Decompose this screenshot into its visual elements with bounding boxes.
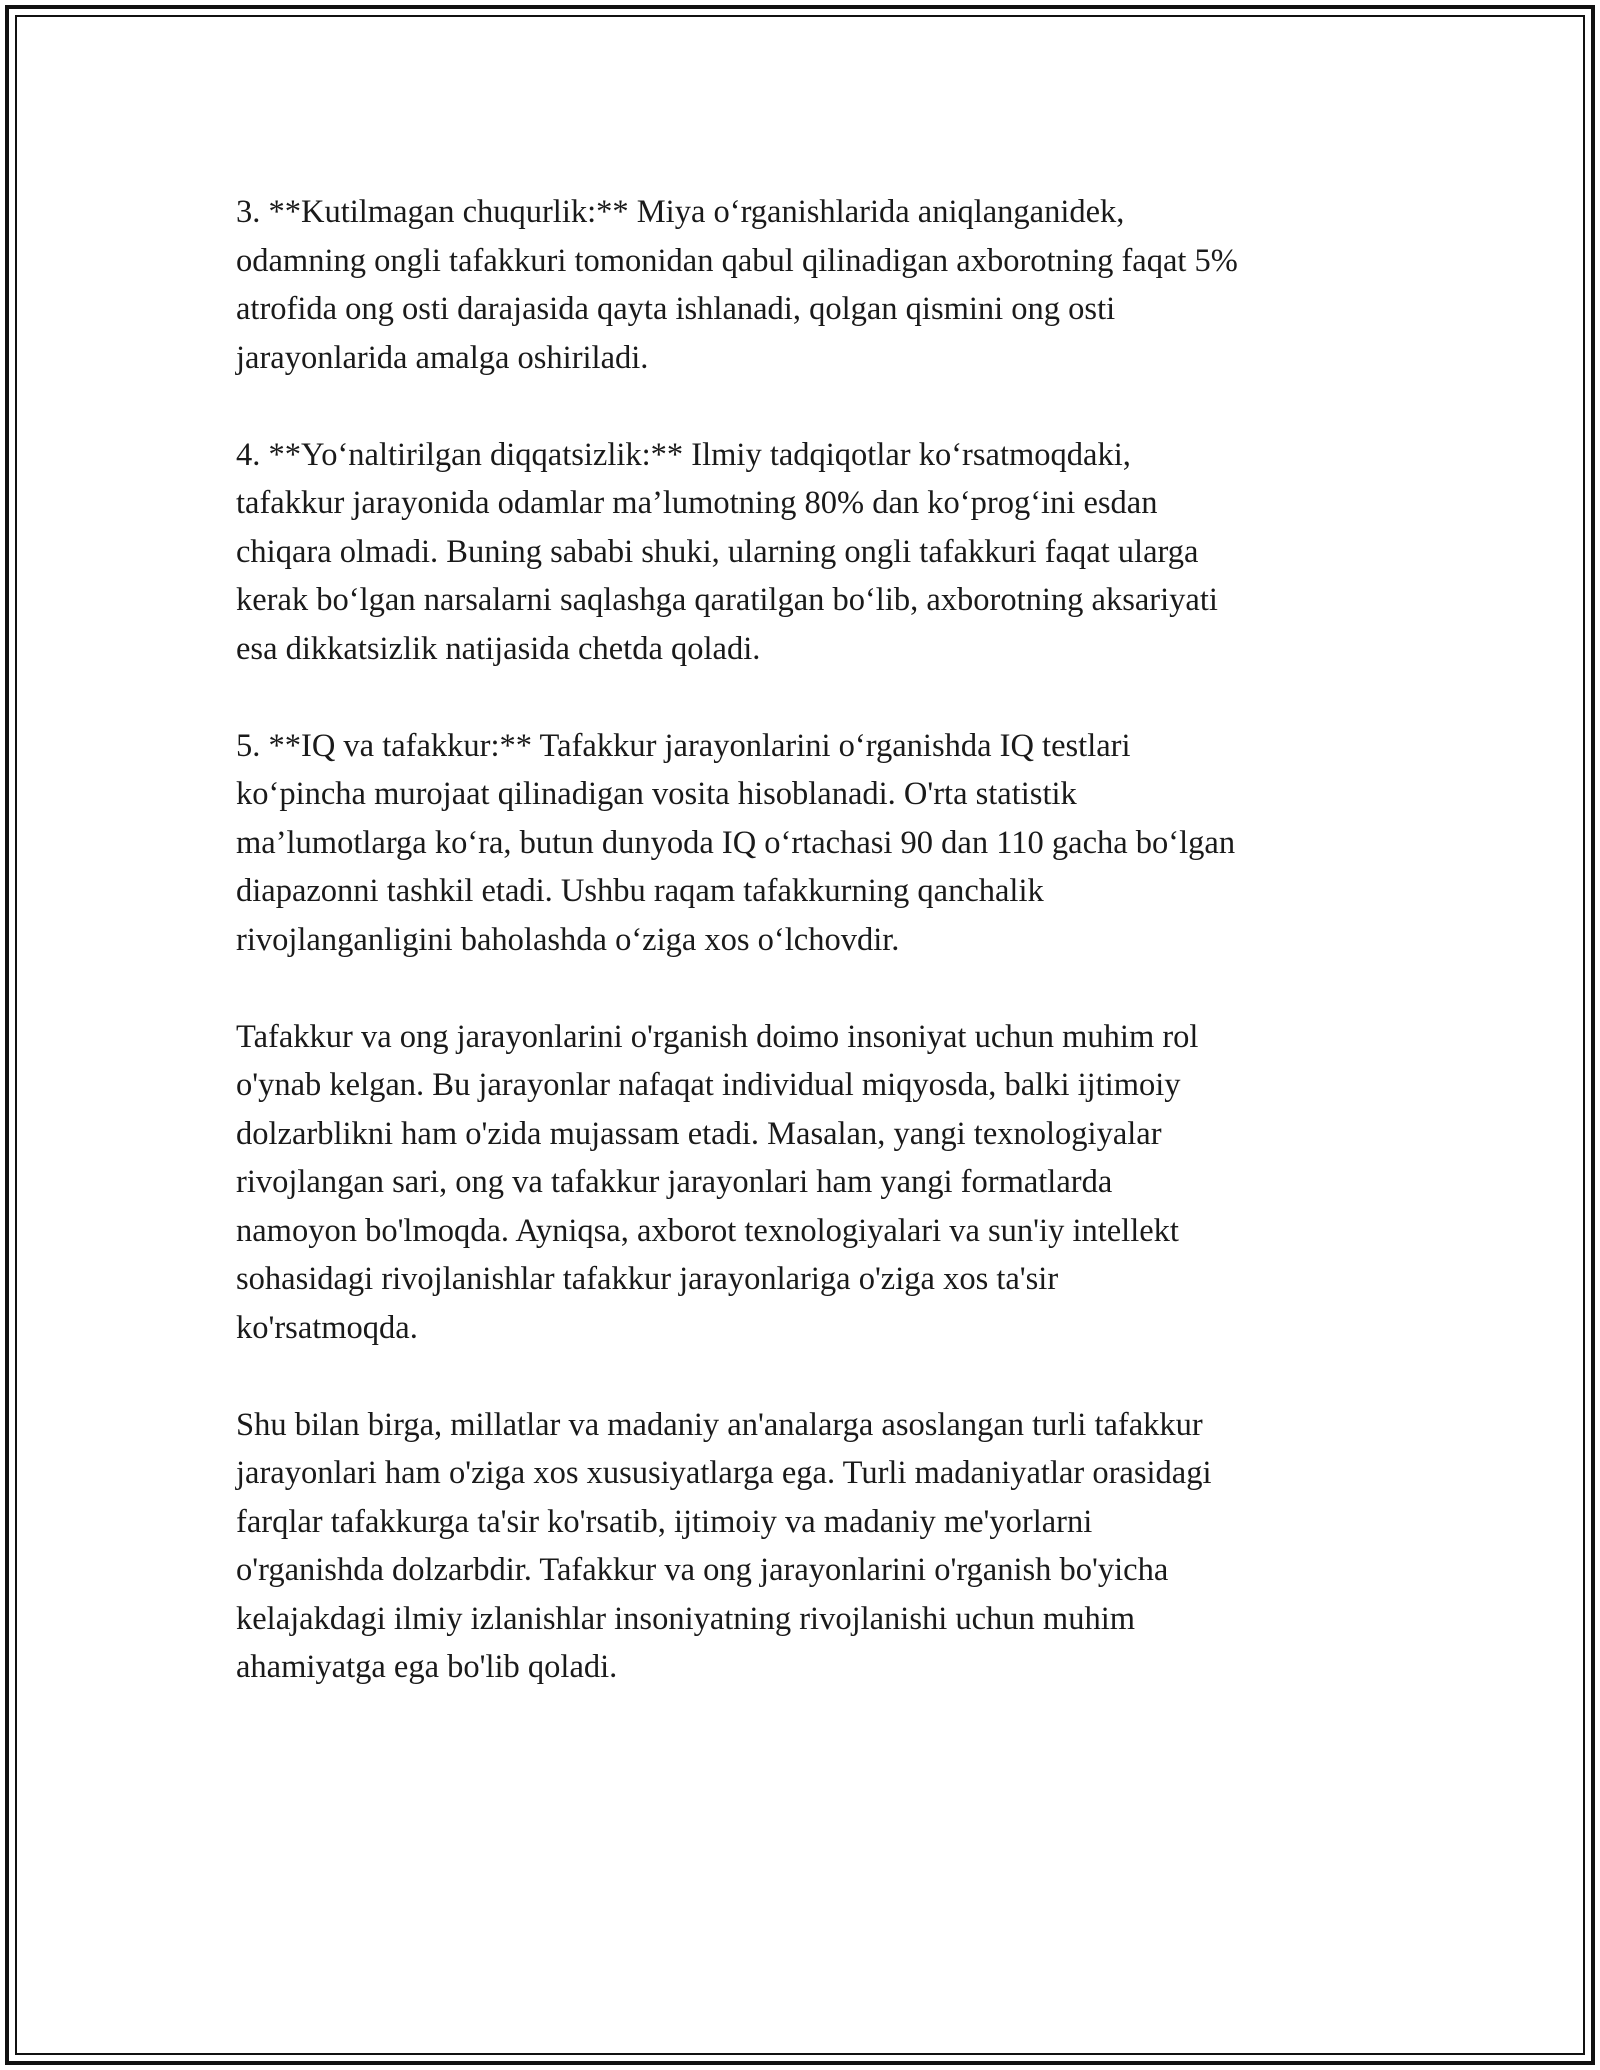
paragraph-madaniy-farqlar: Shu bilan birga, millatlar va madaniy an'analarga asoslangan turli tafakkur jarayonlari ham o'ziga xos xususiyatlarga ega. Turli madaniyatlar orasidagi farqlar tafakkurga ta'sir ko'rsatib, ijtimoiy va madaniy me'yorlarni o'rganishda dolzarbdir. Tafakkur va ong jarayonlarini o'rganish bo'yicha kelajakdagi ilmiy izlanishlar insoniyatning rivojlanishi uchun muhim ahamiyatga ega bo'lib qoladi. bbox=[236, 1406, 1212, 1685]
paragraph-item-3: 3. **Kutilmagan chuqurlik:** Miya o‘rganishlarida aniqlanganidek, odamning ongli tafakkuri tomonidan qabul qilinadigan axborotning faqat 5% atrofida ong osti darajasida qayta ishlanadi, qolgan qismini ong osti jarayonlarida amalga oshiriladi. bbox=[236, 194, 1238, 376]
paragraph-tafakkur-va-ong: Tafakkur va ong jarayonlarini o'rganish doimo insoniyat uchun muhim rol o'ynab kelgan. Bu jarayonlar nafaqat individual miqyosda, balki ijtimoiy dolzarblikni ham o'zida mujassam etadi. Masalan, yangi texnologiyalar rivojlangan sari, ong va tafakkur jarayonlari ham yangi formatlarda namoyon bo'lmoqda. Ayniqsa, axborot texnologiyalari va sun'iy intellekt sohasidagi rivojlanishlar tafakkur jarayonlariga o'ziga xos ta'sir ko'rsatmoqda. bbox=[236, 1018, 1199, 1346]
paragraph-item-5: 5. **IQ va tafakkur:** Tafakkur jarayonlarini o‘rganishda IQ testlari ko‘pincha murojaat qilinadigan vosita hisoblanadi. O'rta statistik ma’lumotlarga ko‘ra, butun dunyoda IQ o‘rtachasi 90 dan 110 gacha bo‘lgan diapazonni tashkil etadi. Ushbu raqam tafakkurning qanchalik rivojlanganligini baholashda o‘ziga xos o‘lchovdir. bbox=[236, 727, 1236, 958]
document-body bbox=[236, 188, 1386, 1740]
paragraph-item-4: 4. **Yo‘naltirilgan diqqatsizlik:** Ilmiy tadqiqotlar ko‘rsatmoqdaki, tafakkur jarayonida odamlar ma’lumotning 80% dan ko‘prog‘ini esdan chiqara olmadi. Buning sababi shuki, ularning ongli tafakkuri faqat ularga kerak bo‘lgan narsalarni saqlashga qaratilgan bo‘lib, axborotning aksariyati esa dikkatsizlik natijasida chetda qoladi. bbox=[236, 436, 1218, 667]
